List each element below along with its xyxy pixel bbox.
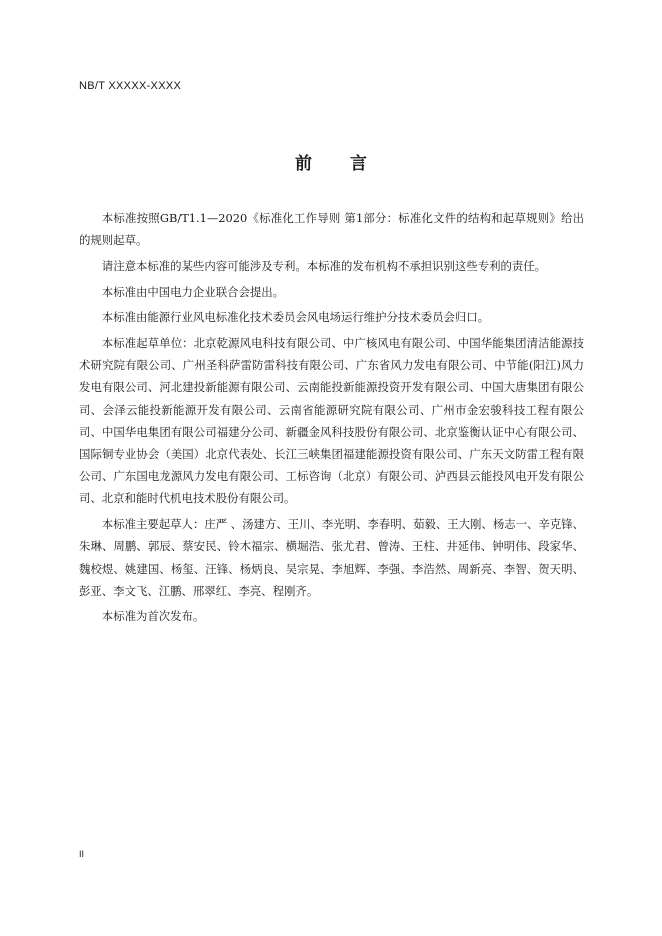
page-title: [0, 149, 662, 174]
paragraph-first-release: 本标准为首次发布。: [101, 609, 205, 624]
paragraph-proposer: 本标准由中国电力企业联合会提出。: [101, 284, 285, 299]
paragraph-technical-committee: 本标准由能源行业风电标准化技术委员会风电场运行维护分技术委员会归口。: [101, 310, 490, 325]
title-char-1: 前: [295, 154, 312, 174]
foreword-body: [79, 207, 584, 631]
page-number: II: [79, 849, 85, 859]
document-code: NB/T XXXXX-XXXX: [79, 80, 182, 92]
paragraph-patent-notice: 请注意本标准的某些内容可能涉及专利。本标准的发布机构不承担识别这些专利的责任。: [101, 258, 547, 273]
paragraph-drafters: 本标准主要起草人：庄严 、汤建方、王川、李光明、李春明、茹毅、王大刚、杨志一、辛克锋、朱琳、周鹏、郭辰、蔡安民、铃木福宗、横堀浩、张尤君、曾涛、王柱、井延伟、钟明伟、段家华、魏校煜、姚建国、杨玺、汪锋、杨炳良、吴宗晃、李旭辉、李强、李浩然、周新亮、李智、贺天明、彭亚、李文飞、江鹏、邢翠红、李亮、程刚齐。: [79, 517, 584, 598]
title-char-2: 言: [350, 154, 367, 174]
paragraph-drafting-rules: 本标准按照GB/T1.1—2020《标准化工作导则 第1部分：标准化文件的结构和起草规则》给出的规则起草。: [79, 211, 584, 248]
paragraph-drafting-units: 本标准起草单位：北京乾源风电科技有限公司、中广核风电有限公司、中国华能集团清洁能源技术研究院有限公司、广州圣科萨雷防雷科技有限公司、广东省风力发电有限公司、中节能(阳江)风力发电有限公司、河北建投新能源有限公司、云南能投新能源投资开发有限公司、中国大唐集团有限公司、会泽云能投新能源开发有限公司、云南省能源研究院有限公司、广州市金宏骏科技工程有限公司、中国华电集团有限公司福建分公司、新疆金风科技股份有限公司、北京鉴衡认证中心有限公司、国际铜专业协会（美国）北京代表处、长江三峡集团福建能源投资有限公司、广东天文防雷工程有限公司、广东国电龙源风力发电有限公司、工标咨询（北京）有限公司、泸西县云能投风电开发有限公司、北京和能时代机电技术股份有限公司。: [79, 336, 584, 506]
